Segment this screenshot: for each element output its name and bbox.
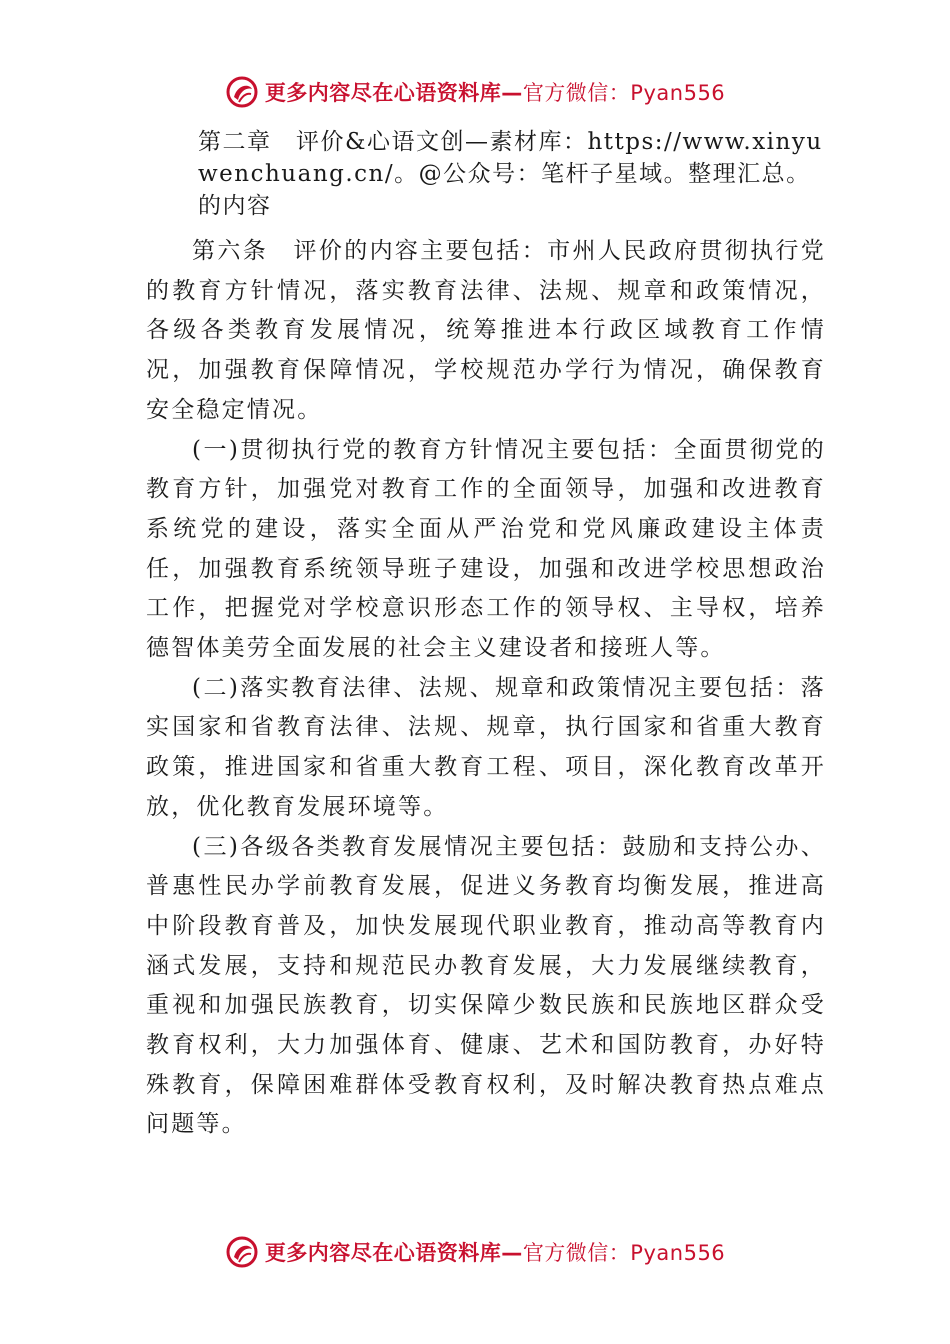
document-body xyxy=(146,126,826,1145)
banner-wechat-text: 官方微信：Pyan556 xyxy=(522,81,726,105)
banner-main-text: 更多内容尽在心语资料库— xyxy=(264,1241,523,1265)
banner-text xyxy=(265,1237,725,1267)
paragraph-item-3: (三)各级各类教育发展情况主要包括：鼓励和支持公办、普惠性民办学前教育发展，促进义务教育均衡发展，推进高中阶段教育普及，加快发展现代职业教育，推动高等教育内涵式发展，支持和规范民办教育发展，大力发展继续教育，重视和加强民族教育，切实保障少数民族和民族地区群众受教育权利，大力加强体育、健康、艺术和国防教育，办好特殊教育，保障困难群体受教育权利，及时解决教育热点难点问题等。 xyxy=(146,833,826,1138)
red-swirl-logo-icon xyxy=(225,75,259,109)
banner-text xyxy=(265,77,725,107)
paragraph-article-6: 第六条 评价的内容主要包括：市州人民政府贯彻执行党的教育方针情况，落实教育法律、法规、规章和政策情况，各级各类教育发展情况，统筹推进本行政区域教育工作情况，加强教育保障情况，学校规范办学行为情况，确保教育安全稳定情况。 xyxy=(146,238,826,423)
banner-main-text: 更多内容尽在心语资料库— xyxy=(264,81,523,105)
header-banner xyxy=(0,72,950,112)
red-swirl-logo-icon xyxy=(225,1235,259,1269)
paragraph-item-1: (一)贯彻执行党的教育方针情况主要包括：全面贯彻党的教育方针，加强党对教育工作的全面领导，加强和改进教育系统党的建设，落实全面从严治党和党风廉政建设主体责任，加强教育系统领导班子建设，加强和改进学校思想政治工作，把握党对学校意识形态工作的领导权、主导权，培养德智体美劳全面发展的社会主义建设者和接班人等。 xyxy=(146,436,826,662)
paragraph-item-2: (二)落实教育法律、法规、规章和政策情况主要包括：落实国家和省教育法律、法规、规章，执行国家和省重大教育政策，推进国家和省重大教育工程、项目，深化教育改革开放，优化教育发展环境等。 xyxy=(146,674,826,820)
footer-banner xyxy=(0,1232,950,1272)
banner-wechat-text: 官方微信：Pyan556 xyxy=(522,1241,726,1265)
chapter-heading: 第二章 评价&心语文创—素材库：https://www.xinyuwenchuang.cn/。@公众号：笔杆子星域。整理汇总。的内容 xyxy=(198,129,823,219)
